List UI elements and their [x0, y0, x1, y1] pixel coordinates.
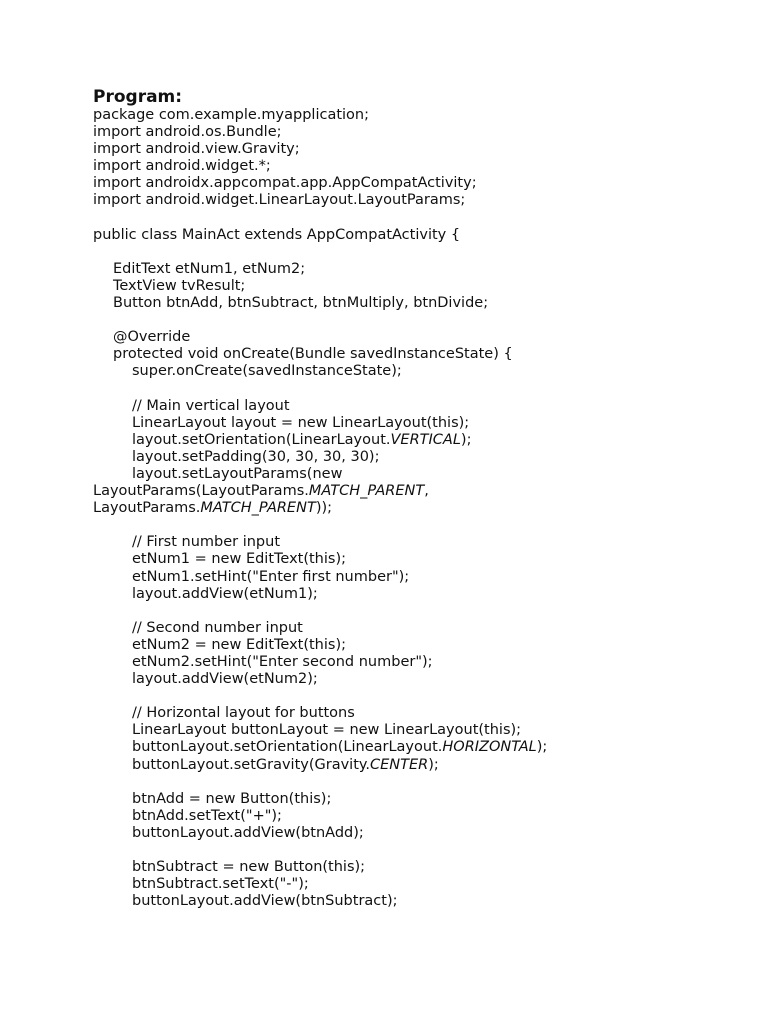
code-line: EditText etNum1, etNum2; [113, 260, 306, 277]
code-comment: // Main vertical layout [132, 397, 290, 414]
blank-line [93, 244, 733, 261]
code-line: Button btnAdd, btnSubtract, btnMultiply, btnDivide; [113, 295, 489, 312]
code-line: import android.widget.*; [93, 158, 271, 175]
code-comment: // Second number input [132, 619, 303, 636]
code-text: )); [315, 500, 333, 517]
code-text: layout.setOrientation(LinearLayout. [132, 431, 391, 448]
code-comment: // First number input [132, 534, 281, 551]
code-line: import android.view.Gravity; [93, 141, 300, 158]
code-text: LayoutParams. [93, 500, 201, 517]
code-line: btnSubtract.setText("-"); [132, 876, 309, 893]
code-constant: VERTICAL [390, 431, 461, 448]
code-line: LinearLayout layout = new LinearLayout(this); [132, 414, 470, 431]
code-line: TextView tvResult; [113, 277, 246, 294]
code-line: layout.setPadding(30, 30, 30, 30); [132, 448, 380, 465]
blank-line [93, 210, 733, 227]
blank-line [93, 774, 733, 791]
code-text: buttonLayout.setOrientation(LinearLayout. [132, 739, 443, 756]
code-text: buttonLayout.setGravity(Gravity. [132, 756, 371, 773]
code-constant: MATCH_PARENT [200, 500, 316, 517]
code-line: @Override [113, 329, 191, 346]
code-text: ); [460, 431, 472, 448]
code-line: LinearLayout buttonLayout = new LinearLayout(this); [132, 722, 522, 739]
code-line: btnAdd.setText("+"); [132, 807, 282, 824]
code-line: etNum1 = new EditText(this); [132, 551, 347, 568]
code-line: layout.addView(etNum1); [132, 585, 318, 602]
code-line: etNum1.setHint("Enter first number"); [132, 568, 410, 585]
code-line: layout.setLayoutParams(new [132, 465, 343, 482]
code-line: btnSubtract = new Button(this); [132, 859, 366, 876]
code-line: etNum2.setHint("Enter second number"); [132, 654, 433, 670]
code-line [93, 757, 733, 774]
code-constant: HORIZONTAL [442, 739, 537, 756]
code-line: public class MainAct extends AppCompatActivity { [93, 226, 461, 243]
blank-line [93, 381, 733, 398]
code-line [93, 500, 733, 517]
code-line [93, 483, 733, 500]
code-text: ); [536, 739, 548, 756]
code-constant: CENTER [370, 756, 429, 773]
document-page [93, 87, 733, 910]
code-text: LayoutParams(LayoutParams. [93, 483, 309, 500]
code-text: ); [428, 756, 439, 773]
code-line: layout.addView(etNum2); [132, 671, 318, 688]
code-line: import android.widget.LinearLayout.LayoutParams; [93, 192, 466, 209]
code-line: buttonLayout.addView(btnAdd); [132, 824, 364, 841]
code-line: buttonLayout.addView(btnSubtract); [132, 893, 398, 910]
code-listing [93, 107, 733, 910]
code-line [93, 739, 733, 756]
blank-line [93, 688, 733, 705]
blank-line [93, 842, 733, 859]
code-comment: // Horizontal layout for buttons [132, 705, 355, 722]
code-line [93, 432, 733, 449]
code-line: super.onCreate(savedInstanceState); [132, 363, 402, 380]
program-heading: Program: [93, 87, 183, 107]
code-line: import androidx.appcompat.app.AppCompatActivity; [93, 175, 477, 192]
code-line: btnAdd = new Button(this); [132, 790, 332, 807]
code-line: package com.example.myapplication; [93, 107, 369, 123]
code-line: etNum2 = new EditText(this); [132, 636, 347, 653]
code-line: protected void onCreate(Bundle savedInstanceState) { [113, 346, 513, 363]
blank-line [93, 312, 733, 329]
blank-line [93, 517, 733, 534]
code-constant: MATCH_PARENT [308, 483, 425, 500]
code-text: , [424, 483, 429, 500]
blank-line [93, 603, 733, 620]
code-line: import android.os.Bundle; [93, 124, 282, 141]
